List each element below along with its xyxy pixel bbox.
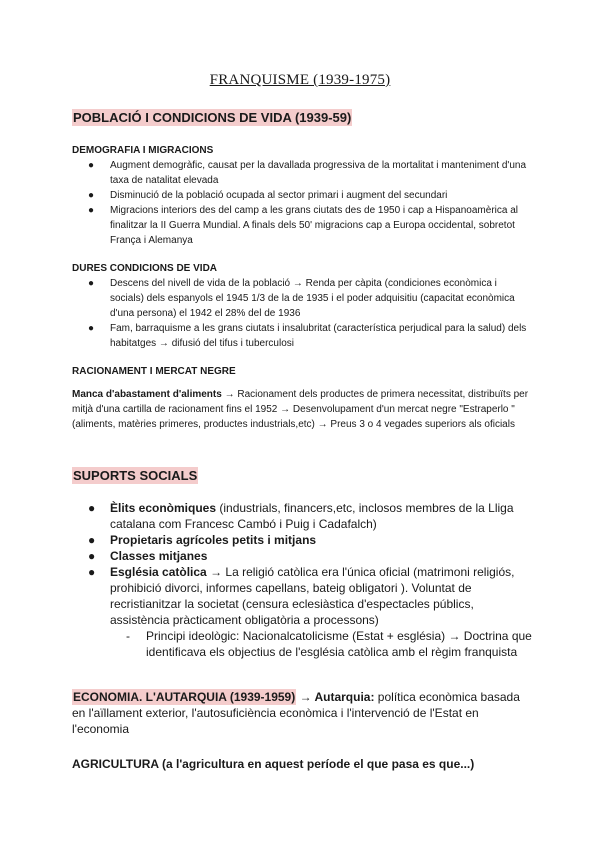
list-dures	[72, 276, 532, 351]
bullet-icon: ●	[88, 323, 95, 334]
list-item	[72, 548, 532, 564]
paragraph-text: política econòmica basada en l'aïllament exterior, l'autosuficiència econòmica i l'intervenció de l'Estat en l'economia	[72, 690, 520, 736]
list-item	[72, 500, 532, 532]
heading-text: POBLACIÓ I CONDICIONS DE VIDA (1939-59)	[73, 110, 352, 125]
list-demografia	[72, 158, 532, 248]
item-text: Disminució de la població ocupada al sector primari i augment del secundari	[110, 190, 448, 201]
section-heading-suports	[72, 468, 198, 483]
paragraph-economia	[72, 689, 532, 737]
bullet-icon: ●	[88, 533, 96, 547]
arrow-text: →	[296, 690, 315, 704]
item-text: Principi ideològic: Nacionalcatolicisme (Estat + església) → Doctrina que identificava els objectius de l'església catòlica amb el règim franquista	[146, 629, 532, 659]
bullet-icon: ●	[88, 205, 95, 216]
bullet-icon: ●	[88, 501, 96, 515]
list-item	[72, 564, 532, 628]
section-heading-agricultura: AGRICULTURA (a l'agricultura en aquest període el que pasa es que...)	[72, 757, 475, 771]
item-text: Descens del nivell de vida de la població → Renda per càpita (condiciones econòmica i socials) dels espanyols el 1945 1/3 de la de 1935 i el poder adquisitiu (capacitat econòmica d'una persona) el 1942 el 28% del de 1936	[110, 278, 515, 319]
subheading-demografia: DEMOGRAFIA I MIGRACIONS	[72, 145, 214, 156]
section-heading-economia: ECONOMIA. L'AUTARQUIA (1939-1959)	[73, 690, 296, 704]
item-bold: Propietaris agrícoles petits i mitjans	[110, 533, 317, 547]
subheading-dures: DURES CONDICIONS DE VIDA	[72, 263, 218, 274]
bold-lead: Manca d'abastament d'aliments	[72, 389, 222, 400]
sub-list-item	[72, 628, 532, 660]
list-item	[72, 321, 532, 351]
bold-term: Autarquia:	[314, 690, 375, 704]
list-item	[72, 188, 532, 203]
bullet-icon: ●	[88, 565, 96, 579]
sublist-suports	[72, 628, 532, 660]
list-suports	[72, 500, 532, 628]
list-item	[72, 276, 532, 321]
item-text: (industrials, financers,etc, inclosos membres de la Lliga catalana com Francesc Cambó i Puig i Cadafalch)	[110, 501, 514, 531]
item-bold: Classes mitjanes	[110, 549, 208, 563]
page-title: FRANQUISME (1939-1975)	[209, 72, 391, 88]
bullet-icon: ●	[88, 190, 95, 201]
item-bold: Èlits econòmiques	[110, 501, 217, 515]
bullet-icon: ●	[88, 549, 96, 563]
paragraph-text: → Racionament dels productes de primera necessitat, distribuïts per mitjà d'una cartilla de racionament fins el 1952 → Desenvolupament d'un mercat negre "Estraperlo " (aliments, matèries primeres, productes industrials,etc) → Preus 3 o 4 vegades superiors als oficials	[72, 389, 529, 430]
subheading-racionament: RACIONAMENT I MERCAT NEGRE	[72, 366, 236, 377]
list-item	[72, 203, 532, 248]
item-text: Augment demogràfic, causat per la davallada progressiva de la mortalitat i manteniment d'una taxa de natalitat elevada	[110, 160, 527, 186]
dash-icon: -	[126, 629, 130, 643]
paragraph-racionament	[72, 387, 532, 432]
item-text: → La religió catòlica era l'única oficial (matrimoni religiós, prohibició divorci, informes capellans, bateig obligatori ). Voluntat de recristianitzar la societat (censura eclesiàstica d'espectacles públics, assistència pràcticament obligatòria a processons)	[110, 565, 515, 627]
heading-text: SUPORTS SOCIALS	[73, 468, 198, 483]
section-heading-poblacio	[72, 110, 352, 125]
item-text: Migracions interiors des del camp a les grans ciutats des de 1950 i cap a Hispanoamèrica al finalitzar la II Guerra Mundial. A finals dels 50' migracions cap a Europa occidental, sobretot França i Alemanya	[110, 205, 518, 246]
list-item	[72, 158, 532, 188]
list-item	[72, 532, 532, 548]
bullet-icon: ●	[88, 160, 95, 171]
item-text: Fam, barraquisme a les grans ciutats i insalubritat (característica perjudical para la salud) dels habitatges → difusió del tifus i tuberculosi	[110, 323, 527, 349]
item-bold: Església catòlica	[110, 565, 207, 579]
bullet-icon: ●	[88, 278, 95, 289]
